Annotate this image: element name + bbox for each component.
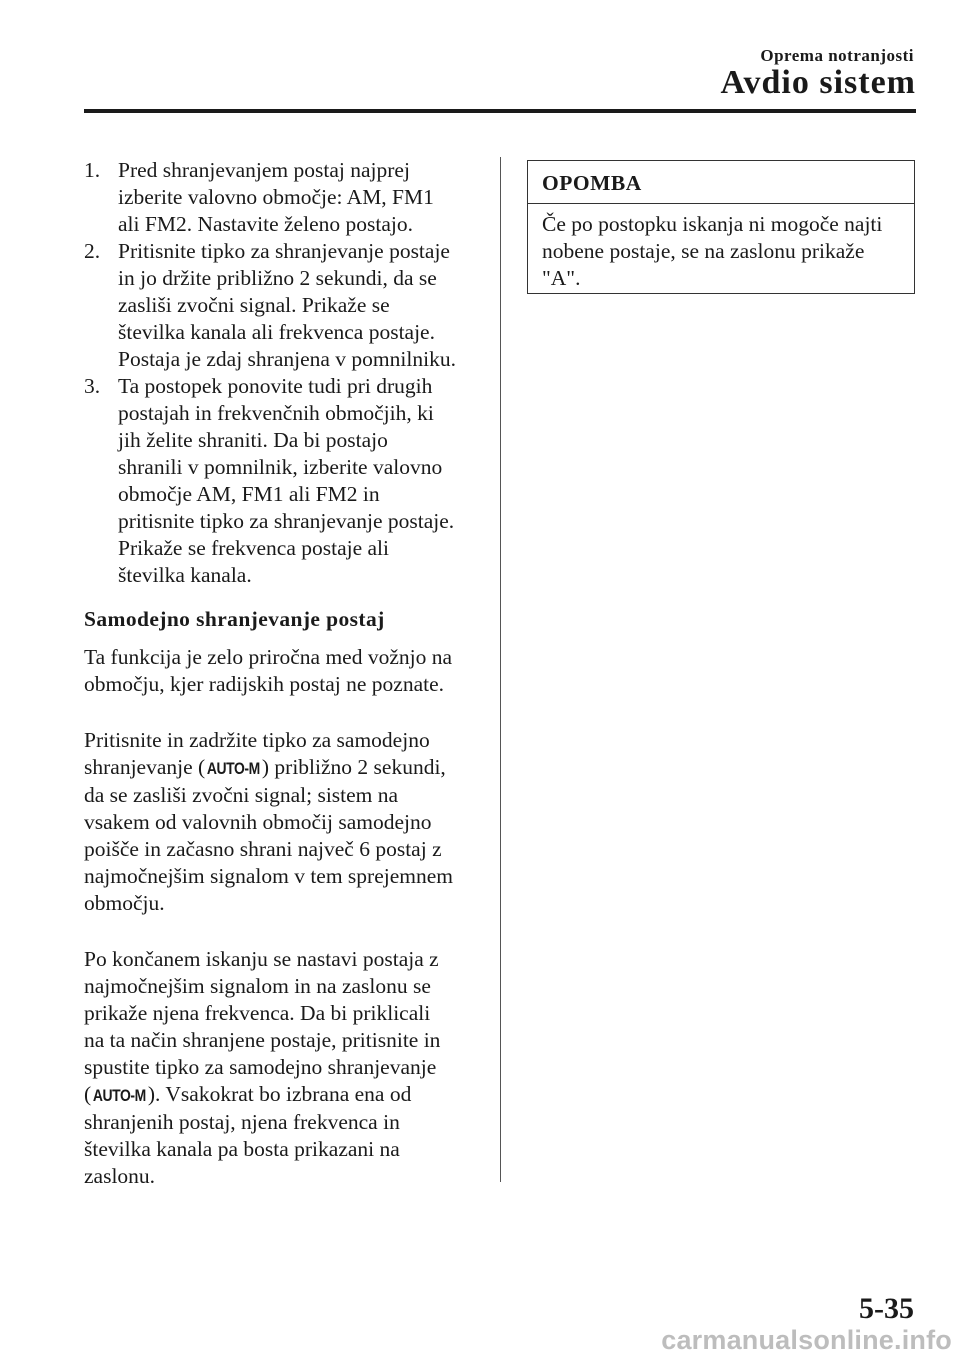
text-segment: shranjevanje ( — [84, 755, 206, 779]
text-segment: ) približno 2 sekundi, — [261, 755, 446, 779]
left-column — [84, 157, 476, 1190]
paragraph-line: območju. — [84, 891, 165, 915]
paragraph-line: prikaže njena frekvenca. Da bi priklicali — [84, 1001, 431, 1025]
auto-m-button-label: AUTO-M — [207, 759, 261, 778]
watermark: carmanualsonline.info — [661, 1325, 952, 1355]
step-number: 3. — [84, 374, 101, 398]
step-line: Postaja je zdaj shranjena v pomnilniku. — [118, 347, 456, 371]
paragraph-line: vsakem od valovnih območij samodejno — [84, 810, 432, 834]
step-number: 1. — [84, 158, 101, 182]
step-line: jih želite shraniti. Da bi postajo — [118, 428, 388, 452]
paragraph-line: območju, kjer radijskih postaj ne poznate. — [84, 672, 445, 696]
auto-store-instructions — [84, 727, 476, 917]
paragraph-line — [84, 1081, 476, 1109]
header-section-label: Oprema notranjosti — [760, 46, 914, 65]
note-title: OPOMBA — [528, 161, 914, 204]
header-rule — [84, 109, 916, 113]
page-number: 5-35 — [859, 1292, 914, 1325]
step-line: območje AM, FM1 ali FM2 in — [118, 482, 380, 506]
paragraph-line: številka kanala pa bosta prikazani na — [84, 1137, 400, 1161]
step-line: Ta postopek ponovite tudi pri drugih — [118, 374, 433, 398]
note-box — [527, 160, 915, 294]
text-segment: ( — [84, 1082, 92, 1106]
paragraph-line: Po končanem iskanju se nastavi postaja z — [84, 947, 439, 971]
paragraph-line: shranjenih postaj, njena frekvenca in — [84, 1110, 400, 1134]
auto-m-button-label: AUTO-M — [92, 1086, 147, 1105]
step-line: številka kanala ali frekvenca postaje. — [118, 320, 435, 344]
paragraph-line: na ta način shranjene postaje, pritisnite in — [84, 1028, 441, 1052]
step-item — [84, 157, 476, 238]
step-line: številka kanala. — [118, 563, 252, 587]
step-line: Pred shranjevanjem postaj najprej — [118, 158, 410, 182]
paragraph-line: najmočnejšim signalom v tem sprejemnem — [84, 864, 454, 888]
step-item — [84, 373, 476, 589]
auto-store-recall — [84, 946, 476, 1190]
auto-store-intro — [84, 644, 476, 698]
step-number: 2. — [84, 239, 101, 263]
steps-list — [84, 157, 476, 589]
paragraph-line: najmočnejšim signalom in na zaslonu se — [84, 974, 431, 998]
header-title: Avdio sistem — [720, 64, 916, 101]
step-line: shranili v pomnilnik, izberite valovno — [118, 455, 443, 479]
step-line: izberite valovno območje: AM, FM1 — [118, 185, 434, 209]
step-line: postajah in frekvenčnih območjih, ki — [118, 401, 434, 425]
step-item — [84, 238, 476, 373]
auto-store-heading: Samodejno shranjevanje postaj — [84, 607, 385, 631]
step-line: Pritisnite tipko za shranjevanje postaje — [118, 239, 450, 263]
step-line: in jo držite približno 2 sekundi, da se — [118, 266, 437, 290]
step-line: Prikaže se frekvenca postaje ali — [118, 536, 390, 560]
step-line: ali FM2. Nastavite želeno postajo. — [118, 212, 413, 236]
paragraph-line — [84, 754, 476, 782]
paragraph-line: Pritisnite in zadržite tipko za samodejno — [84, 728, 430, 752]
note-line: Če po postopku iskanja ni mogoče najti — [542, 212, 883, 236]
note-line: nobene postaje, se na zaslonu prikaže — [542, 239, 865, 263]
note-body — [528, 204, 914, 292]
step-line: zasliši zvočni signal. Prikaže se — [118, 293, 390, 317]
paragraph-line: Ta funkcija je zelo priročna med vožnjo na — [84, 645, 453, 669]
step-line: pritisnite tipko za shranjevanje postaje. — [118, 509, 455, 533]
paragraph-line: poišče in začasno shrani največ 6 postaj z — [84, 837, 442, 861]
note-line: "A". — [542, 266, 581, 290]
text-segment: ). Vsakokrat bo izbrana ena od — [147, 1082, 412, 1106]
column-divider — [500, 157, 501, 1182]
paragraph-line: da se zasliši zvočni signal; sistem na — [84, 783, 399, 807]
paragraph-line: spustite tipko za samodejno shranjevanje — [84, 1055, 437, 1079]
paragraph-line: zaslonu. — [84, 1164, 156, 1188]
